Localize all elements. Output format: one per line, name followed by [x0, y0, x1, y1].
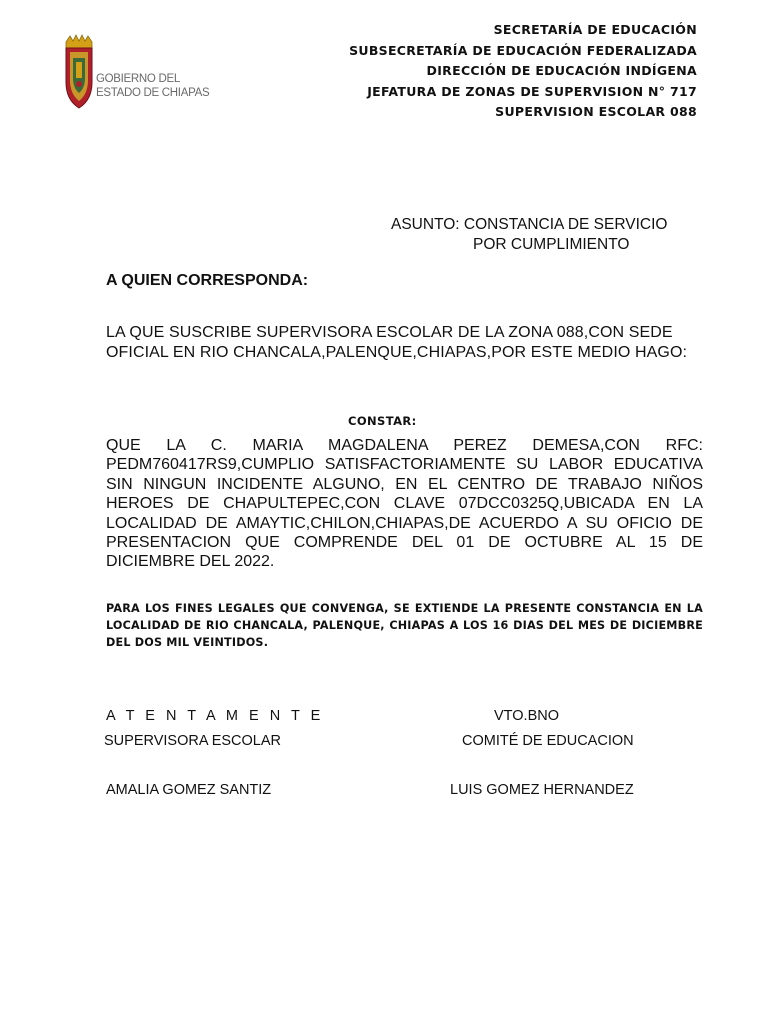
letterhead: [349, 20, 697, 123]
logo-text-line1: GOBIERNO DEL: [96, 73, 180, 85]
constar-heading: CONSTAR:: [348, 414, 417, 428]
chiapas-coat-of-arms-icon: [62, 34, 96, 110]
header-line2: SUBSECRETARÍA DE EDUCACIÓN FEDERALIZADA: [349, 42, 697, 58]
closing-right: VTO.BNO: [494, 708, 559, 724]
header-line1: SECRETARÍA DE EDUCACIÓN: [493, 22, 697, 37]
subject-line1: ASUNTO: CONSTANCIA DE SERVICIO: [391, 216, 668, 233]
government-logo: [62, 34, 210, 110]
header-line4: JEFATURA DE ZONAS DE SUPERVISION N° 717: [367, 83, 697, 99]
closing-left: A T E N T A M E N T E: [106, 708, 324, 724]
header-line3: DIRECCIÓN DE EDUCACIÓN INDÍGENA: [426, 63, 697, 78]
subject-line2: POR CUMPLIMIENTO: [473, 236, 630, 253]
signer-role-left: SUPERVISORA ESCOLAR: [104, 733, 282, 749]
intro-paragraph: LA QUE SUSCRIBE SUPERVISORA ESCOLAR DE LA ZONA 088,CON SEDE OFICIAL EN RIO CHANCALA,PALENQUE,CHIAPAS,POR ESTE MEDIO HAGO:: [106, 324, 688, 361]
body-paragraph: QUE LA C. MARIA MAGDALENA PEREZ DEMESA,CON RFC: PEDM760417RS9,CUMPLIO SATISFACTORIAMENTE SU LABOR EDUCATIVA SIN NINGUN INCIDENTE ALGUNO, EN EL CENTRO DE TRABAJO NIÑOS HEROES DE CHAPULTEPEC,CON CLAVE 07DCC0325Q,UBICADA EN LA LOCALIDAD DE AMAYTIC,CHILON,CHIAPAS,DE ACUERDO A SU OFICIO DE PRESENTACION QUE COMPRENDE DEL 01 DE OCTUBRE AL 15 DE DICIEMBRE DEL 2022.: [106, 437, 703, 571]
signer-role-right: COMITÉ DE EDUCACION: [462, 733, 634, 749]
legal-paragraph: PARA LOS FINES LEGALES QUE CONVENGA, SE EXTIENDE LA PRESENTE CONSTANCIA EN LA LOCALIDAD DE RIO CHANCALA, PALENQUE, CHIAPAS A LOS 16 DIAS DEL MES DE DICIEMBRE DEL DOS MIL VEINTIDOS.: [106, 602, 703, 649]
signer-name-left: AMALIA GOMEZ SANTIZ: [106, 782, 272, 798]
logo-text-line2: ESTADO DE CHIAPAS: [96, 87, 210, 99]
header-line5: SUPERVISION ESCOLAR 088: [495, 104, 697, 119]
subject-block: [391, 215, 667, 255]
salutation: A QUIEN CORRESPONDA:: [106, 272, 309, 289]
signer-name-right: LUIS GOMEZ HERNANDEZ: [450, 782, 634, 798]
